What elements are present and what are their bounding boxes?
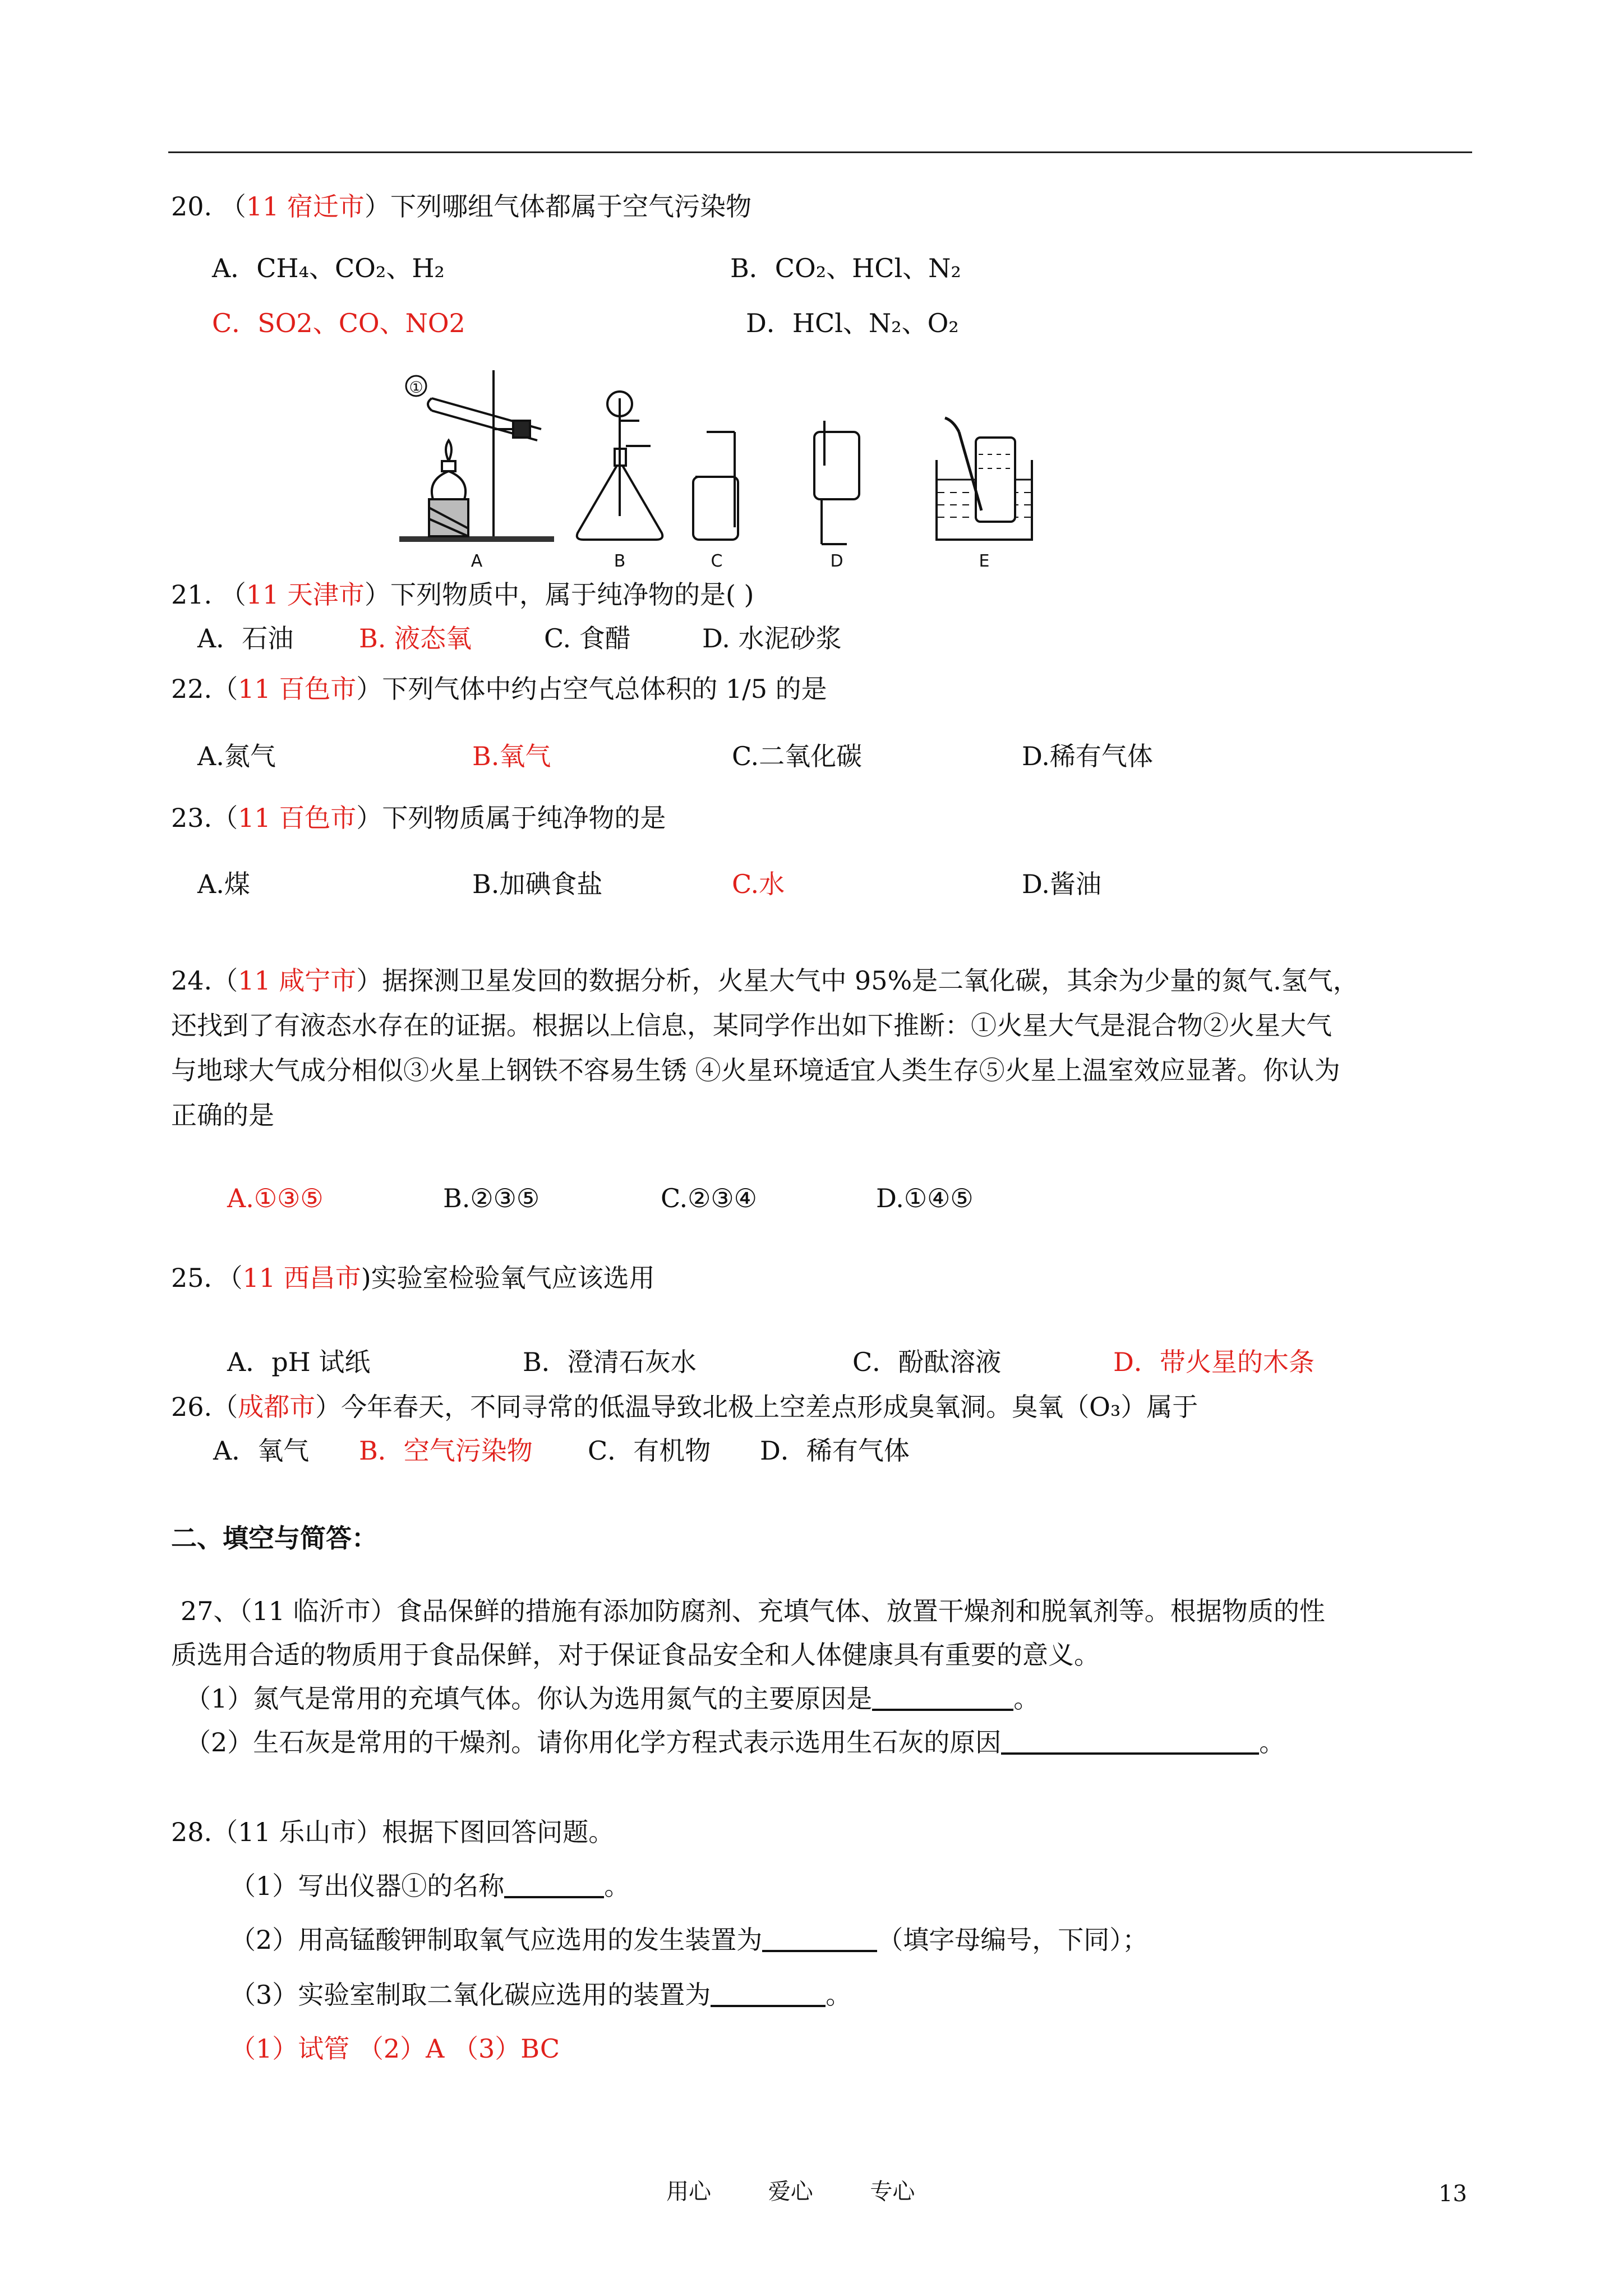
answer-blank[interactable] [762, 1925, 877, 1952]
option-b: B．澄清石灰水 [523, 1347, 697, 1377]
question-26: 26.（成都市）今年春天，不同寻常的低温导致北极上空差点形成臭氧洞。臭氧（O₃）属于 [171, 1392, 1198, 1422]
section-title: 二、填空与简答： [171, 1523, 377, 1553]
option-d: D. 水泥砂浆 [702, 623, 842, 654]
question-28: 28.（11 乐山市）根据下图回答问题。 [171, 1817, 615, 1847]
option-a: A.煤 [197, 869, 250, 899]
answer-blank[interactable] [504, 1871, 604, 1898]
option-b: B．CO₂、HCl、N₂ [730, 253, 961, 283]
question-28-sub-3: （3）实验室制取二氧化碳应选用的装置为 。 [230, 1980, 852, 2010]
question-28-sub-2: （2）用高锰酸钾制取氧气应选用的发生装置为 （填字母编号，下同）； [230, 1925, 1149, 1955]
question-28-answer: （1）试管 （2）A （3）BC [230, 2033, 560, 2064]
question-text: 下列气体中约占空气总体积的 1/5 的是 [382, 674, 827, 704]
header-rule [168, 151, 1472, 153]
question-25: 25．（11 西昌市)实验室检验氧气应该选用 [171, 1263, 655, 1293]
option-c: C. 食醋 [544, 623, 631, 654]
apparatus-d-bottle [814, 432, 859, 499]
option-a: A．石油 [197, 623, 294, 654]
question-text: 实验室检验氧气应该选用 [371, 1263, 655, 1293]
question-27: 27、（11 临沂市）食品保鲜的措施有添加防腐剂、充填气体、放置干燥剂和脱氧剂等。根据物质的性 [181, 1596, 1325, 1626]
question-22: 22.（11 百色市）下列气体中约占空气总体积的 1/5 的是 [171, 674, 827, 704]
question-source: 11 百色市 [238, 674, 357, 704]
question-text: 今年春天，不同寻常的低温导致北极上空差点形成臭氧洞。臭氧（O₃）属于 [341, 1392, 1198, 1422]
question-source: 11 百色市 [238, 803, 357, 833]
option-b-answer: B．空气污染物 [359, 1435, 533, 1466]
question-24-line-4: 正确的是 [171, 1100, 274, 1130]
figure-label-d: D [830, 551, 843, 571]
question-23: 23.（11 百色市）下列物质属于纯净物的是 [171, 803, 666, 833]
svg-text:①: ① [409, 378, 423, 397]
footer-motto: 用心 爱心 专心 [666, 2179, 915, 2205]
option-d: D.①④⑤ [876, 1183, 974, 1213]
option-c: C.②③④ [661, 1183, 757, 1213]
apparatus-figure [393, 365, 1166, 572]
question-text: 下列哪组气体都属于空气污染物 [390, 191, 751, 222]
question-27-sub-1: （1）氮气是常用的充填气体。你认为选用氮气的主要原因是 。 [185, 1683, 1040, 1714]
option-d: D.酱油 [1022, 869, 1101, 899]
question-source: 11 天津市 [246, 579, 365, 610]
option-b-answer: B. 液态氧 [359, 623, 472, 654]
option-b-answer: B.氧气 [472, 741, 551, 771]
option-c-answer: C.水 [732, 869, 785, 899]
option-c: C．有机物 [588, 1435, 711, 1466]
question-source: 11 宿迁市 [246, 191, 365, 222]
answer-blank[interactable] [711, 1980, 826, 2007]
question-21: 21. （11 天津市）下列物质中，属于纯净物的是( ) [171, 579, 754, 610]
question-27-line-2: 质选用合适的物质用于食品保鲜，对于保证食品安全和人体健康具有重要的意义。 [171, 1640, 1100, 1670]
option-a-answer: A.①③⑤ [227, 1183, 324, 1213]
question-source: 成都市 [238, 1392, 316, 1422]
question-24: 24.（11 咸宁市）据探测卫星发回的数据分析，火星大气中 95%是二氧化碳，其余为少量的氮气.氢气， [171, 965, 1359, 996]
question-source: 11 西昌市 [242, 1263, 361, 1293]
figure-label-c: C [711, 551, 723, 571]
apparatus-c-bottle [693, 477, 738, 540]
question-24-line-3: 与地球大气成分相似③火星上钢铁不容易生锈 ④火星环境适宜人类生存⑤火星上温室效应显著。你认为 [171, 1055, 1340, 1085]
option-c: C．酚酞溶液 [852, 1347, 1002, 1377]
figure-label-b: B [614, 551, 626, 571]
question-text: 下列物质中，属于纯净物的是( ) [390, 579, 754, 610]
question-27-sub-2: （2）生石灰是常用的干燥剂。请你用化学方程式表示选用生石灰的原因 。 [185, 1727, 1285, 1757]
option-b: B.加碘食盐 [472, 869, 603, 899]
option-a: A.氮气 [197, 741, 276, 771]
figure-label-a: A [471, 551, 483, 571]
option-c-answer: C．SO2、CO、NO2 [212, 308, 465, 338]
option-d: D.稀有气体 [1022, 741, 1153, 771]
question-24-line-2: 还找到了有液态水存在的证据。根据以上信息，某同学作出如下推断：①火星大气是混合物②火星大气 [171, 1010, 1332, 1041]
option-c: C.二氧化碳 [732, 741, 863, 771]
option-d: D．稀有气体 [760, 1435, 910, 1466]
option-d-answer: D．带火星的木条 [1113, 1347, 1315, 1377]
answer-blank[interactable] [1001, 1728, 1259, 1755]
option-a: A．CH₄、CO₂、H₂ [212, 253, 445, 283]
question-text: 下列物质属于纯净物的是 [382, 803, 666, 833]
question-20: 20. （11 宿迁市）下列哪组气体都属于空气污染物 [171, 191, 751, 222]
option-b: B.②③⑤ [443, 1183, 540, 1213]
page-number: 13 [1438, 2181, 1467, 2207]
answer-blank[interactable] [872, 1684, 1013, 1711]
option-d: D．HCl、N₂、O₂ [746, 308, 959, 338]
question-source: 11 咸宁市 [238, 965, 357, 996]
figure-label-e: E [979, 551, 990, 571]
option-a: A．pH 试纸 [227, 1347, 371, 1377]
question-28-sub-1: （1）写出仪器①的名称 。 [230, 1871, 630, 1901]
option-a: A．氧气 [213, 1435, 310, 1466]
